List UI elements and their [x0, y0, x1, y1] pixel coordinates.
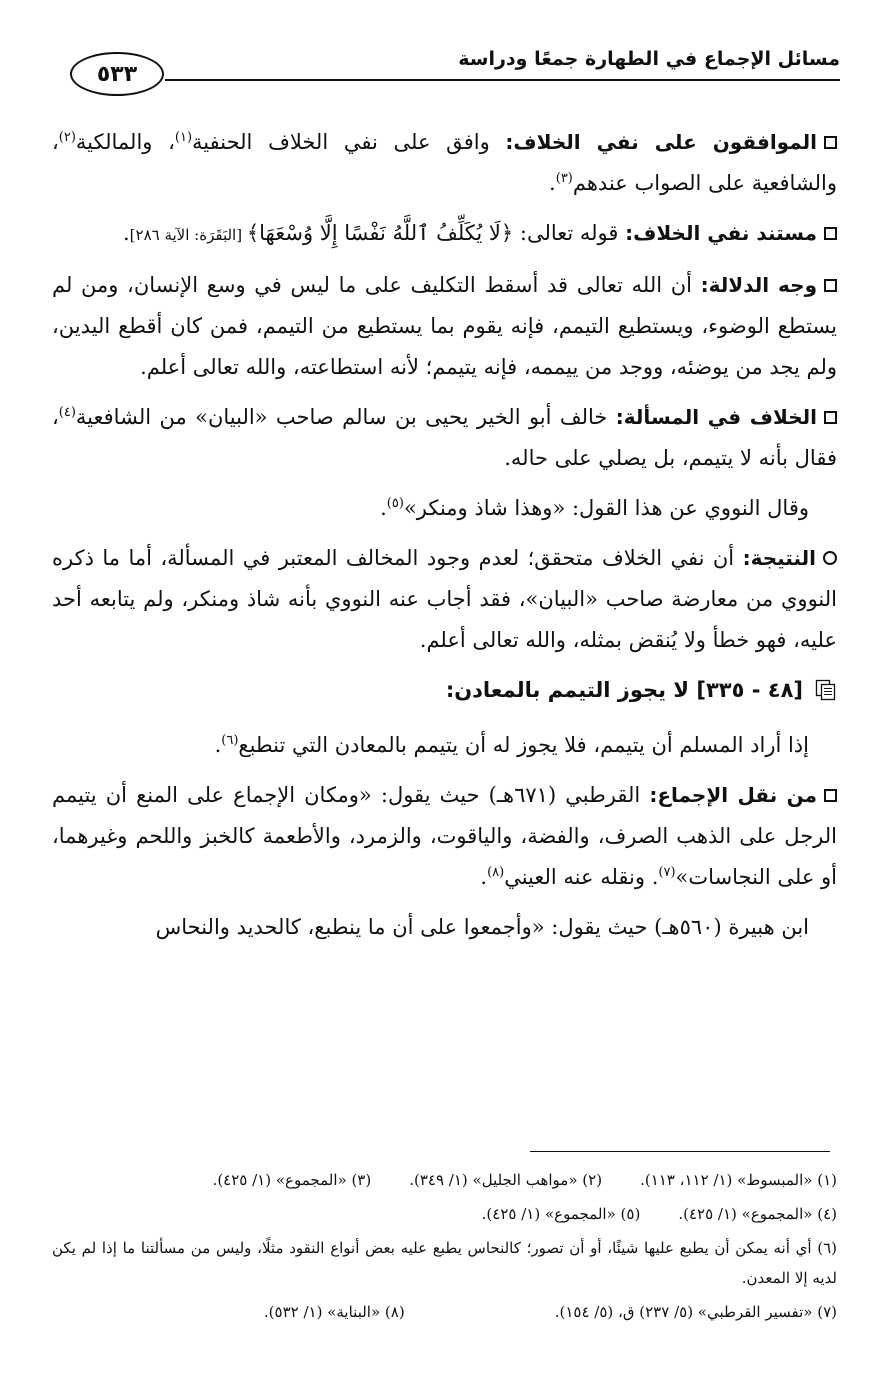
square-bullet-icon [824, 136, 837, 149]
header-rule [165, 79, 840, 81]
footnote-ref-3[interactable]: (٣) [555, 171, 573, 186]
footnote-ref-7[interactable]: (٧) [658, 865, 676, 880]
section-title: لا يجوز التيمم بالمعادن: [445, 678, 697, 702]
main-content [52, 122, 837, 957]
footnote-ref-5[interactable]: (٥) [386, 496, 404, 511]
paragraph-agreeing: الموافقون على نفي الخلاف: وافق على نفي الخلاف الحنفية$^{(١)}$، والمالكية$^{(٢)}$، والشافعية على الصواب عندهم$^{(٣)}$. [52, 130, 837, 195]
label-result: النتيجة: [742, 546, 816, 570]
label-evidence: مستند نفي الخلاف: [625, 221, 817, 245]
label-disagreement: الخلاف في المسألة: [615, 405, 817, 429]
footnote-ref-8[interactable]: (٨) [487, 865, 505, 880]
footnote-row [52, 1163, 837, 1197]
paragraph-result: النتيجة: أن نفي الخلاف متحقق؛ لعدم وجود المخالف المعتبر في المسألة، أما ما ذكره النووي من معارضة صاحب «البيان»، فقد أجاب عنه النووي بأنه شاذ ومنكر، ولم يتابعه أحد عليه، فهو خطأ ولا يُنقض بمثله، والله تعالى أعلم. [52, 546, 837, 652]
square-bullet-icon [824, 227, 837, 240]
label-consensus: من نقل الإجماع: [649, 783, 817, 807]
section-number: [٤٨ - ٣٣٥] [696, 678, 803, 702]
paragraph-evidence: مستند نفي الخلاف: قوله تعالى: ﴿لَا يُكَلِّفُ ٱللَّهُ نَفْسًا إِلَّا وُسْعَهَا﴾ [البَقَرَة: الآية ٢٨٦]. [52, 213, 837, 256]
paragraph-nawawi: وقال النووي عن هذا القول: «وهذا شاذ ومنكر»$^{(٥)}$. [380, 496, 809, 520]
running-title: مسائل الإجماع في الطهارة جمعًا ودراسة [458, 48, 840, 70]
footnote-8: (٨) «البناية» (١/ ٥٣٢). [263, 1303, 405, 1321]
footnote-6: (٦) أي أنه يمكن أن يطبع عليها شيئًا، أو أن تصور؛ كالنحاس يطبع عليه بعض أنواع النقود مثلًا، وليس من مسألتنا ما إذا لم يكن لديه إلا المعدن. [52, 1239, 837, 1287]
page-number-oval [70, 52, 164, 96]
footnote-ref-4[interactable]: (٤) [58, 405, 76, 420]
paragraph-ibn-hubayra: ابن هبيرة (٥٦٠هـ) حيث يقول: «وأجمعوا على أن ما ينطبع، كالحديد والنحاس [155, 915, 809, 939]
section-heading [52, 670, 837, 711]
footnote-separator [530, 1151, 830, 1152]
footnote-ref-6[interactable]: (٦) [221, 733, 239, 748]
paragraph-indication: وجه الدلالة: أن الله تعالى قد أسقط التكليف على ما ليس في وسع الإنسان، ومن لم يستطع الوضوء، ويستطيع التيمم، فإنه يقوم بما يستطيع من التيمم، فمن كان أقطع اليدين، ولم يجد من يوضئه، ووجد من ييممه، فإنه يتيمم؛ لأنه استطاعته، والله تعالى أعلم. [52, 273, 837, 379]
documents-icon [815, 679, 837, 701]
quran-verse: ﴿لَا يُكَلِّفُ ٱللَّهُ نَفْسًا إِلَّا وُسْعَهَا﴾ [246, 221, 514, 245]
footnote-1: (١) «المبسوط» (١/ ١١٢، ١١٣). [640, 1171, 837, 1189]
paragraph-disagreement: الخلاف في المسألة: خالف أبو الخير يحيى بن سالم صاحب «البيان» من الشافعية$^{(٤)}$، فقال بأنه لا يتيمم، بل يصلي على حاله. [52, 405, 837, 470]
page-header [70, 48, 840, 100]
footnote-5: (٥) «المجموع» (١/ ٤٢٥). [481, 1205, 641, 1223]
footnote-ref-1[interactable]: (١) [174, 130, 193, 145]
label-indication: وجه الدلالة: [700, 273, 817, 297]
footnote-ref-2[interactable]: (٢) [58, 130, 76, 145]
footnotes [52, 1163, 837, 1329]
footnote-7: (٧) «تفسير القرطبي» (٥/ ٢٣٧) ق، (٥/ ١٥٤). [554, 1303, 837, 1321]
paragraph-consensus-transmitters: من نقل الإجماع: القرطبي (٦٧١هـ) حيث يقول: «ومكان الإجماع على المنع أن يتيمم الرجل على الذهب الصرف، والفضة، والياقوت، والزمرد، والأطعمة كالخبز واللحم وغيرهما، أو على النجاسات»$^{(٧)}$. ونقله عنه العيني$^{(٨)}$. [52, 783, 837, 889]
square-bullet-icon [824, 789, 837, 802]
square-bullet-icon [824, 279, 837, 292]
footnote-2: (٢) «مواهب الجليل» (١/ ٣٤٩). [409, 1171, 603, 1189]
verse-reference: [البَقَرَة: الآية ٢٨٦] [129, 226, 247, 244]
footnote-4: (٤) «المجموع» (١/ ٤٢٥). [678, 1205, 837, 1223]
circle-bullet-icon [823, 551, 837, 565]
footnote-row [52, 1295, 837, 1329]
footnote-3: (٣) «المجموع» (١/ ٤٢٥). [212, 1171, 372, 1189]
page-number: ٥٣٣ [96, 61, 138, 87]
label-agreeing: الموافقون على نفي الخلاف: [505, 130, 817, 154]
paragraph-rule: إذا أراد المسلم أن يتيمم، فلا يجوز له أن يتيمم بالمعادن التي تنطبع$^{(٦)}$. [214, 733, 809, 757]
footnote-row [52, 1197, 837, 1231]
square-bullet-icon [824, 411, 837, 424]
